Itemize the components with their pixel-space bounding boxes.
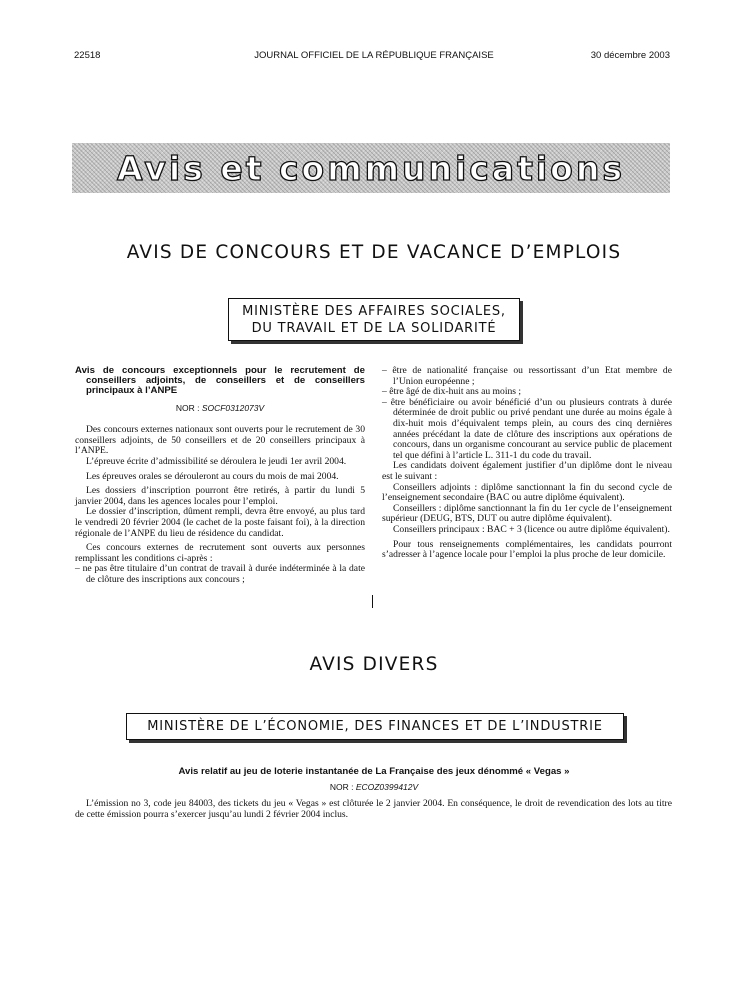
article-title-vegas: Avis relatif au jeu de loterie instantanée de La Française des jeux dénommé « Vegas »: [178, 766, 570, 777]
left-column: [75, 366, 365, 586]
list-item: – être âgé de dix-huit ans au moins ;: [382, 387, 672, 398]
right-column: [382, 366, 672, 561]
banner-title: Avis et communications: [117, 148, 625, 188]
list-item: – être bénéficiaire ou avoir bénéficié d’un ou plusieurs contrats à durée déterminée de droit public ou privé pendant une durée au moins égale à dix-huit mois d’équivalent temps plein, au cours des cinq dernières années précédant la date de clôture des inscriptions aux opérations de concours, dans un organisme concourant au service public de placement tel que défini à l’article L. 311-1 du code du travail.: [382, 398, 672, 462]
ministry-box-social: [228, 298, 520, 341]
nor-label: NOR :: [329, 782, 354, 792]
section-heading-concours: AVIS DE CONCOURS ET DE VACANCE D’EMPLOIS: [126, 242, 622, 263]
paragraph: Pour tous renseignements complémentaires, les candidats pourront s’adresser à l’agence locale pour l’emploi la plus proche de leur domicile.: [382, 538, 672, 561]
journal-title: JOURNAL OFFICIEL DE LA RÉPUBLIQUE FRANÇAISE: [254, 50, 494, 61]
condition-list: [75, 564, 365, 585]
paragraph: Les dossiers d’inscription pourront être retirés, à partir du lundi 5 janvier 2004, dans les agences locales pour l’emploi.: [75, 485, 365, 507]
paragraph: Conseillers adjoints : diplôme sanctionnant la fin du second cycle de l’enseignement secondaire (BAC ou autre diplôme équivalent).: [382, 481, 672, 504]
paragraph: Les épreuves orales se dérouleront au cours du mois de mai 2004.: [86, 470, 339, 482]
article-title-anpe: Avis de concours exceptionnels pour le recrutement de conseillers adjoints, de conseillers et de conseillers principaux à l’ANPE: [75, 365, 365, 397]
section-banner: [72, 143, 670, 193]
column-rule: [372, 595, 373, 608]
paragraph: L’émission no 3, code jeu 84003, des tickets du jeu « Vegas » est clôturée le 2 janvier 2004. En conséquence, le droit de revendication des lots au titre de cette émission pourra s’exercer jusqu’au lundi 2 février 2004 inclus.: [75, 798, 672, 820]
section-heading-divers: AVIS DIVERS: [309, 654, 439, 675]
list-item: – être de nationalité française ou ressortissant d’un Etat membre de l’Union européenne ;: [382, 366, 672, 387]
ministry-line-1: MINISTÈRE DES AFFAIRES SOCIALES,: [242, 304, 506, 319]
ministry-box-economy: [126, 713, 624, 740]
nor-reference-1: [75, 403, 365, 414]
nor-value: ECOZ0399412V: [355, 782, 419, 792]
paragraph: Ces concours externes de recrutement sont ouverts aux personnes remplissant les conditions ci-après :: [75, 542, 365, 564]
nor-value: SOCF0312073V: [201, 402, 265, 413]
paragraph: Conseillers principaux : BAC + 3 (licence ou autre diplôme équivalent).: [393, 523, 670, 535]
issue-date: 30 décembre 2003: [590, 50, 670, 61]
paragraph: L’épreuve écrite d’admissibilité se déroulera le jeudi 1er avril 2004.: [86, 455, 347, 467]
vegas-paragraph-block: [75, 799, 672, 820]
page-number: 22518: [74, 50, 101, 61]
nor-label: NOR :: [175, 402, 200, 413]
paragraph: Le dossier d’inscription, dûment rempli, devra être envoyé, au plus tard le vendredi 20 février 2004 (le cachet de la poste faisant foi), à la direction régionale de l’ANPE du lieu de résidence du candidat.: [75, 506, 365, 539]
nor-reference-2: [0, 782, 748, 792]
paragraph: Les candidats doivent également justifier d’un diplôme dont le niveau est le suivant :: [382, 460, 672, 482]
ministry-line-2: DU TRAVAIL ET DE LA SOLIDARITÉ: [251, 321, 497, 336]
condition-list: [382, 366, 672, 461]
paragraph: Conseillers : diplôme sanctionnant la fin du 1er cycle de l’enseignement supérieur (DEUG, BTS, DUT ou autre diplôme équivalent).: [382, 502, 672, 525]
paragraph: Des concours externes nationaux sont ouverts pour le recrutement de 30 conseillers adjoints, de 50 conseillers et de 20 conseillers principaux à l’ANPE.: [75, 424, 365, 457]
ministry-line: MINISTÈRE DE L’ÉCONOMIE, DES FINANCES ET DE L’INDUSTRIE: [147, 719, 603, 734]
list-item: – ne pas être titulaire d’un contrat de travail à durée indéterminée à la date de clôture des inscriptions aux concours ;: [75, 564, 365, 585]
